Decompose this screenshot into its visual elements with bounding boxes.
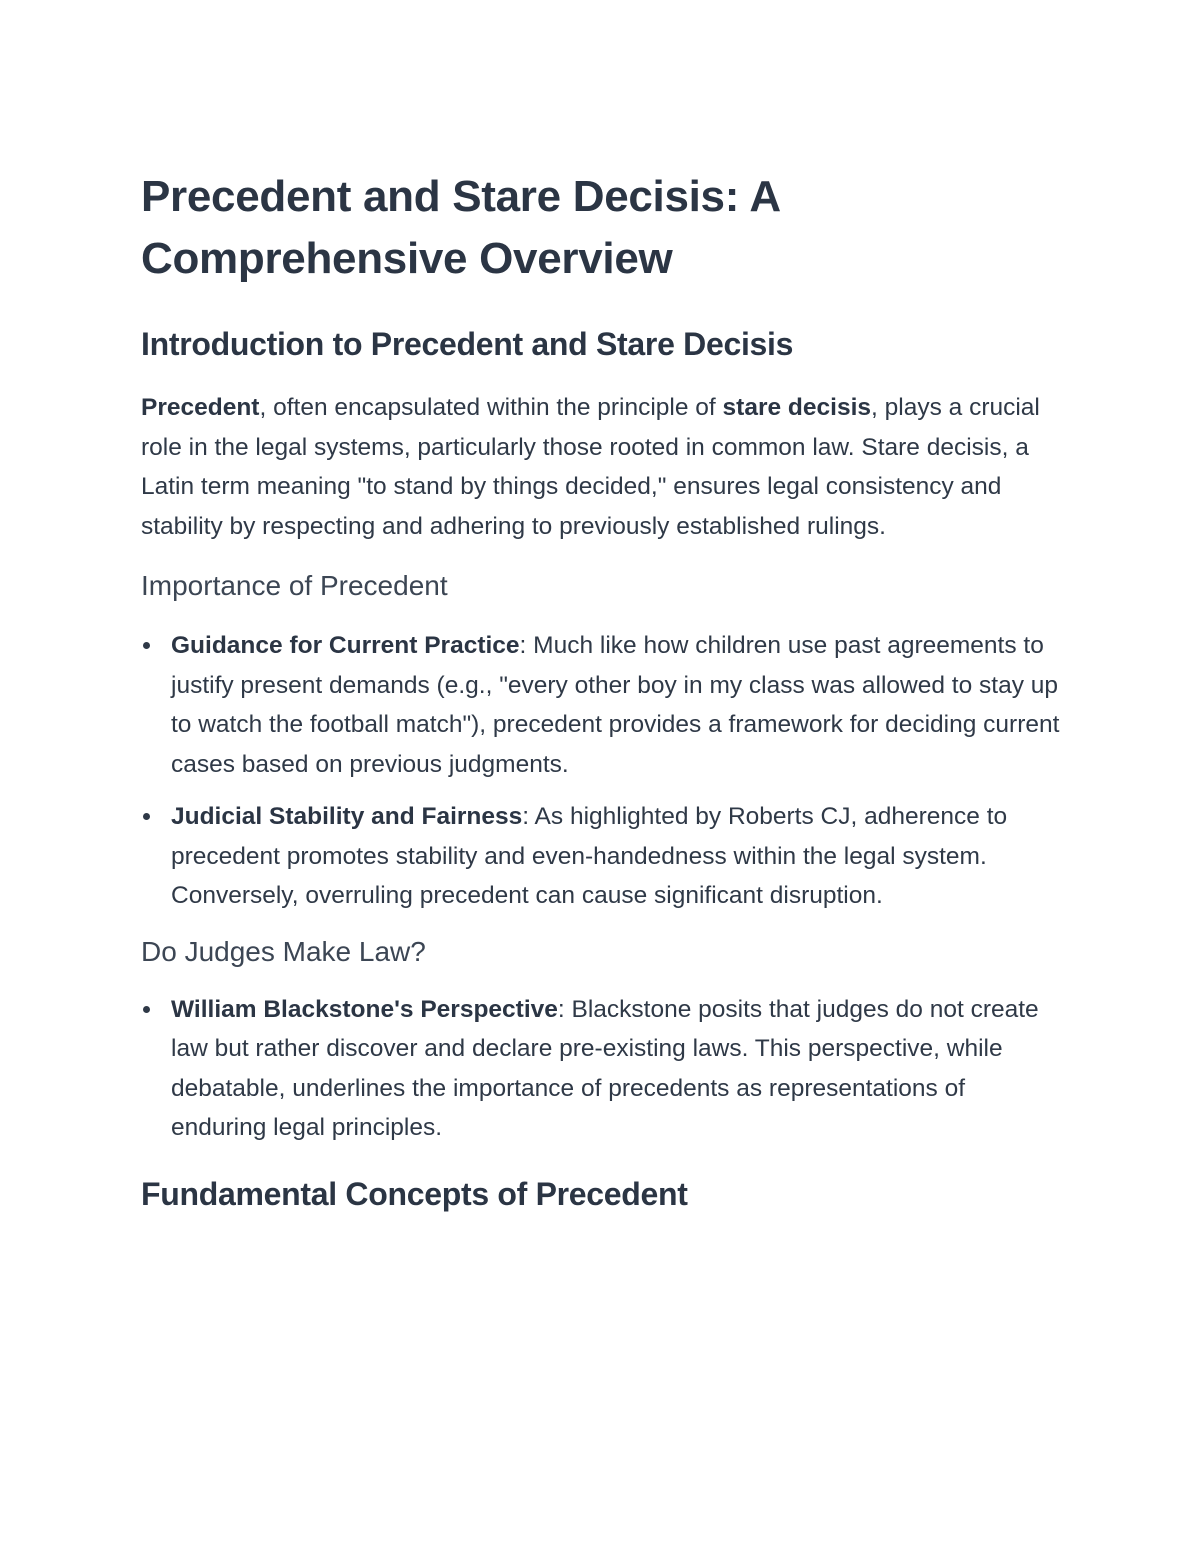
intro-paragraph <box>141 388 1061 546</box>
judges-list <box>141 990 1061 1148</box>
list-item <box>141 626 1061 784</box>
subsection-heading-judges: Do Judges Make Law? <box>141 935 426 967</box>
importance-list <box>141 626 1061 916</box>
document-content <box>141 166 1061 1214</box>
term-stare-decisis: stare decisis <box>722 394 872 421</box>
list-item-text: : As highlighted by Roberts CJ, adherence to precedent promotes stability and even-handedness within the legal system. Conversely, overruling precedent can cause significant disruption. <box>171 803 1008 909</box>
bullet-icon <box>143 1006 150 1013</box>
document-title: Precedent and Stare Decisis: A Comprehensive Overview <box>141 172 780 283</box>
list-item-text: : Blackstone posits that judges do not create law but rather discover and declare pre-existing laws. This perspective, while debatable, underlines the importance of precedents as representations of enduring legal principles. <box>171 995 1039 1141</box>
intro-text-2: , plays a crucial role in the legal systems, particularly those rooted in common law. Stare decisis, a Latin term meaning "to stand by things decided," ensures legal consistency and stability by respecting and adhering to previously established rulings. <box>141 394 1040 540</box>
list-item <box>141 797 1061 916</box>
bullet-icon <box>143 813 150 820</box>
intro-text-1: , often encapsulated within the principle of <box>259 394 723 421</box>
subsection-heading-importance: Importance of Precedent <box>141 570 448 601</box>
bullet-icon <box>143 642 150 649</box>
term-precedent: Precedent <box>141 394 260 421</box>
list-item-term: William Blackstone's Perspective <box>171 995 558 1023</box>
list-item-text: : Much like how children use past agreements to justify present demands (e.g., "every other boy in my class was allowed to stay up to watch the football match"), precedent provides a framework for deciding current cases based on previous judgments. <box>171 632 1060 778</box>
list-item <box>141 990 1061 1148</box>
section-heading-introduction: Introduction to Precedent and Stare Decisis <box>141 326 794 362</box>
list-item-term: Guidance for Current Practice <box>171 632 520 659</box>
list-item-term: Judicial Stability and Fairness <box>171 803 523 830</box>
section-heading-fundamental: Fundamental Concepts of Precedent <box>141 1175 688 1212</box>
